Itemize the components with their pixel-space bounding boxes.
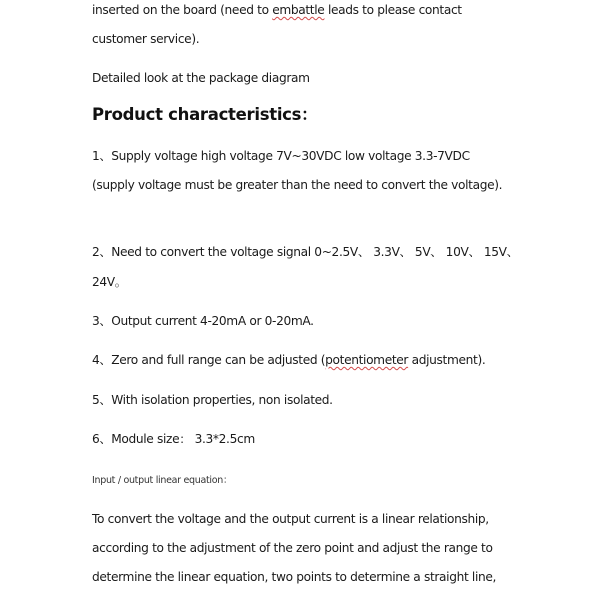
equation-text-line-2: according to the adjustment of the zero point and adjust the range to <box>92 541 493 555</box>
equation-label: Input / output linear equation： <box>92 475 233 486</box>
item-4-end: adjustment). <box>408 353 486 367</box>
intro-line-1-end: leads to please contact <box>324 3 462 17</box>
equation-text-line-1: To convert the voltage and the output current is a linear relationship, <box>92 512 489 526</box>
misspelled-word[interactable]: embattle <box>272 3 325 17</box>
item-2-line-1: 2、Need to convert the voltage signal 0~2.5V、 3.3V、 5V、 10V、 15V、 <box>92 245 519 259</box>
misspelled-word[interactable]: potentiometer <box>325 353 409 367</box>
item-4 <box>92 352 485 368</box>
intro-line-2: customer service). <box>92 32 200 46</box>
intro-line-1-start: inserted on the board (need to <box>92 3 273 17</box>
item-3: 3、Output current 4-20mA or 0-20mA. <box>92 314 314 328</box>
intro-line-3: Detailed look at the package diagram <box>92 71 310 85</box>
item-4-start: 4、Zero and full range can be adjusted ( <box>92 353 326 367</box>
item-1-line-1: 1、Supply voltage high voltage 7V~30VDC low voltage 3.3-7VDC <box>92 149 470 163</box>
item-6: 6、Module size： 3.3*2.5cm <box>92 432 255 446</box>
section-heading: Product characteristics： <box>92 105 318 124</box>
equation-text-line-3: determine the linear equation, two points to determine a straight line, <box>92 570 497 584</box>
intro-line-1 <box>92 2 462 18</box>
item-1-line-2: (supply voltage must be greater than the need to convert the voltage). <box>92 178 503 192</box>
item-2-line-2: 24V。 <box>92 275 127 289</box>
item-5: 5、With isolation properties, non isolated. <box>92 393 333 407</box>
